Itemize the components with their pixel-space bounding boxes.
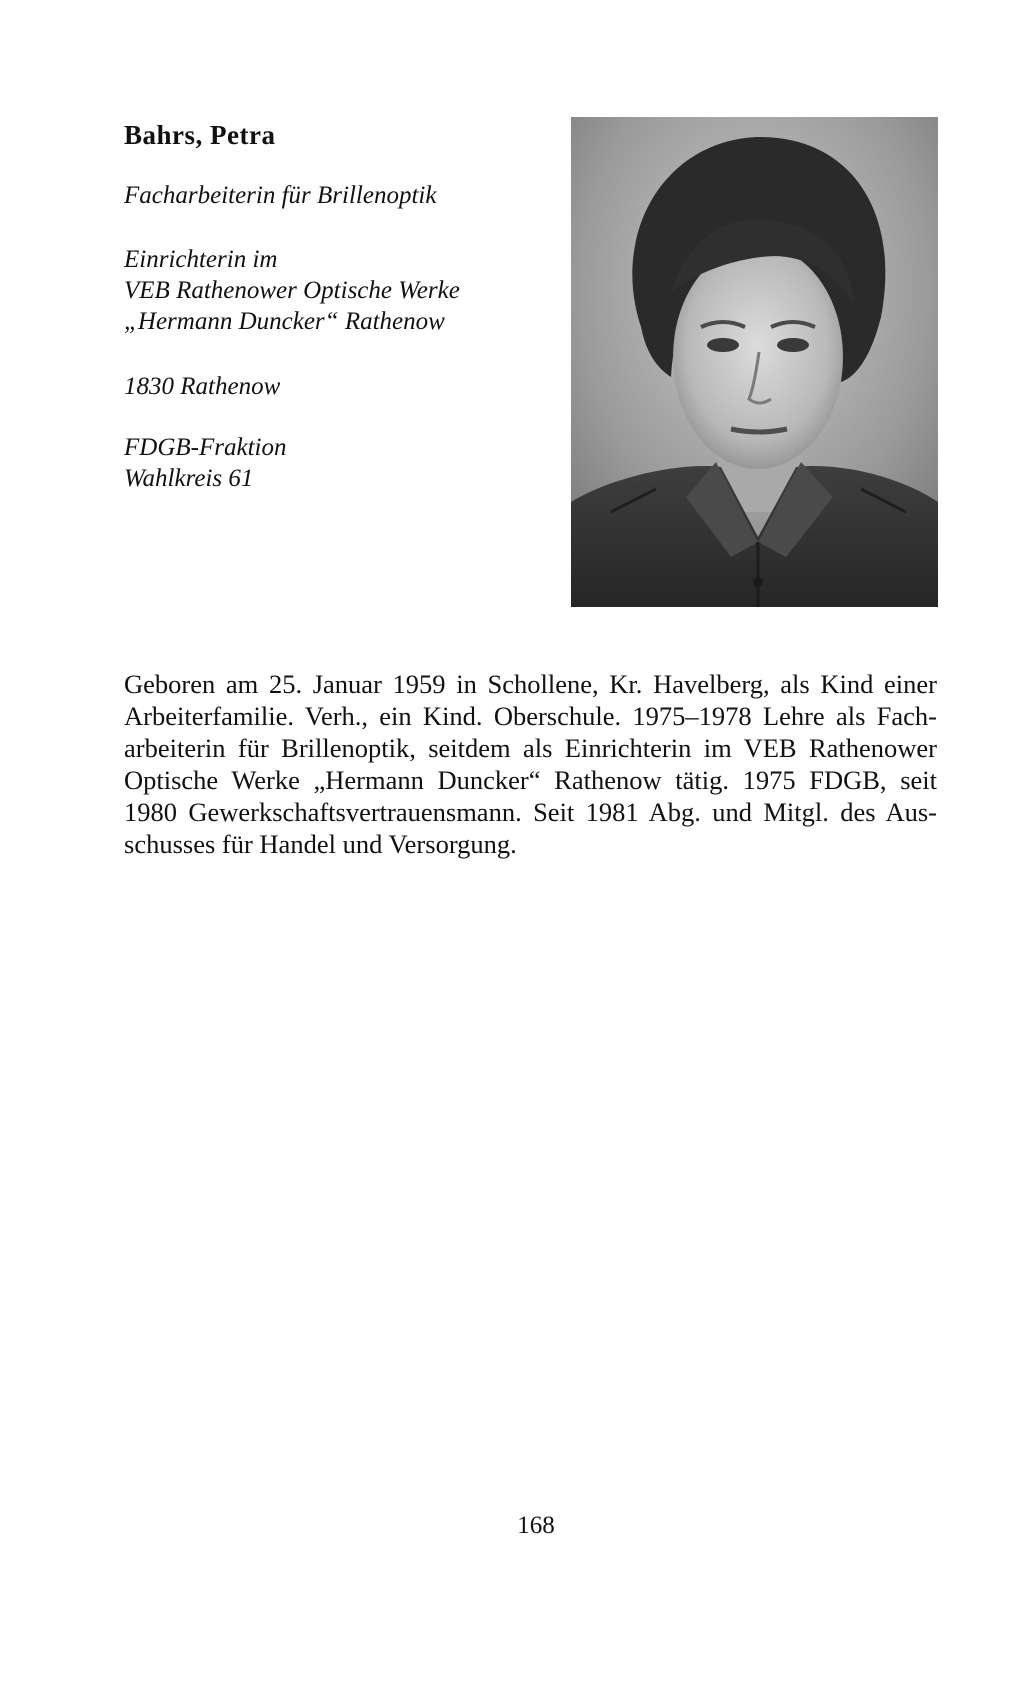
biography-line: 1980 Gewerkschaftsvertrauensmann. Seit 1981 Abg. und Mitgl. des Aus- [124,797,937,827]
party-line: FDGB-Fraktion [124,434,287,461]
workplace [124,244,460,337]
occupation-line: Facharbeiterin für Brillenoptik [124,182,437,209]
person-name: Bahrs, Petra [124,120,276,150]
workplace-line: Einrichterin im [124,246,278,273]
biography-line: Geboren am 25. Januar 1959 in Schollene, Kr. Havelberg, als Kind einer [124,669,937,699]
workplace-line: „Hermann Duncker“ Rathenow [124,308,445,335]
biography-line: Arbeiterfamilie. Verh., ein Kind. Oberschule. 1975–1978 Lehre als Fach- [124,701,937,731]
biography [124,668,937,860]
page-number: 168 [517,1512,555,1539]
portrait-photo [571,117,938,607]
occupation [124,180,436,211]
constituency-line: Wahlkreis 61 [124,465,254,492]
workplace-line: VEB Rathenower Optische Werke [124,277,460,304]
party-constituency [124,432,286,494]
biography-line: schusses für Handel und Versorgung. [124,829,517,859]
biography-line: Optische Werke „Hermann Duncker“ Rathenow tätig. 1975 FDGB, seit [124,765,937,795]
city-line: 1830 Rathenow [124,373,281,400]
biography-line: arbeiterin für Brillenoptik, seitdem als Einrichterin im VEB Rathenower [124,733,937,763]
city [124,371,280,402]
